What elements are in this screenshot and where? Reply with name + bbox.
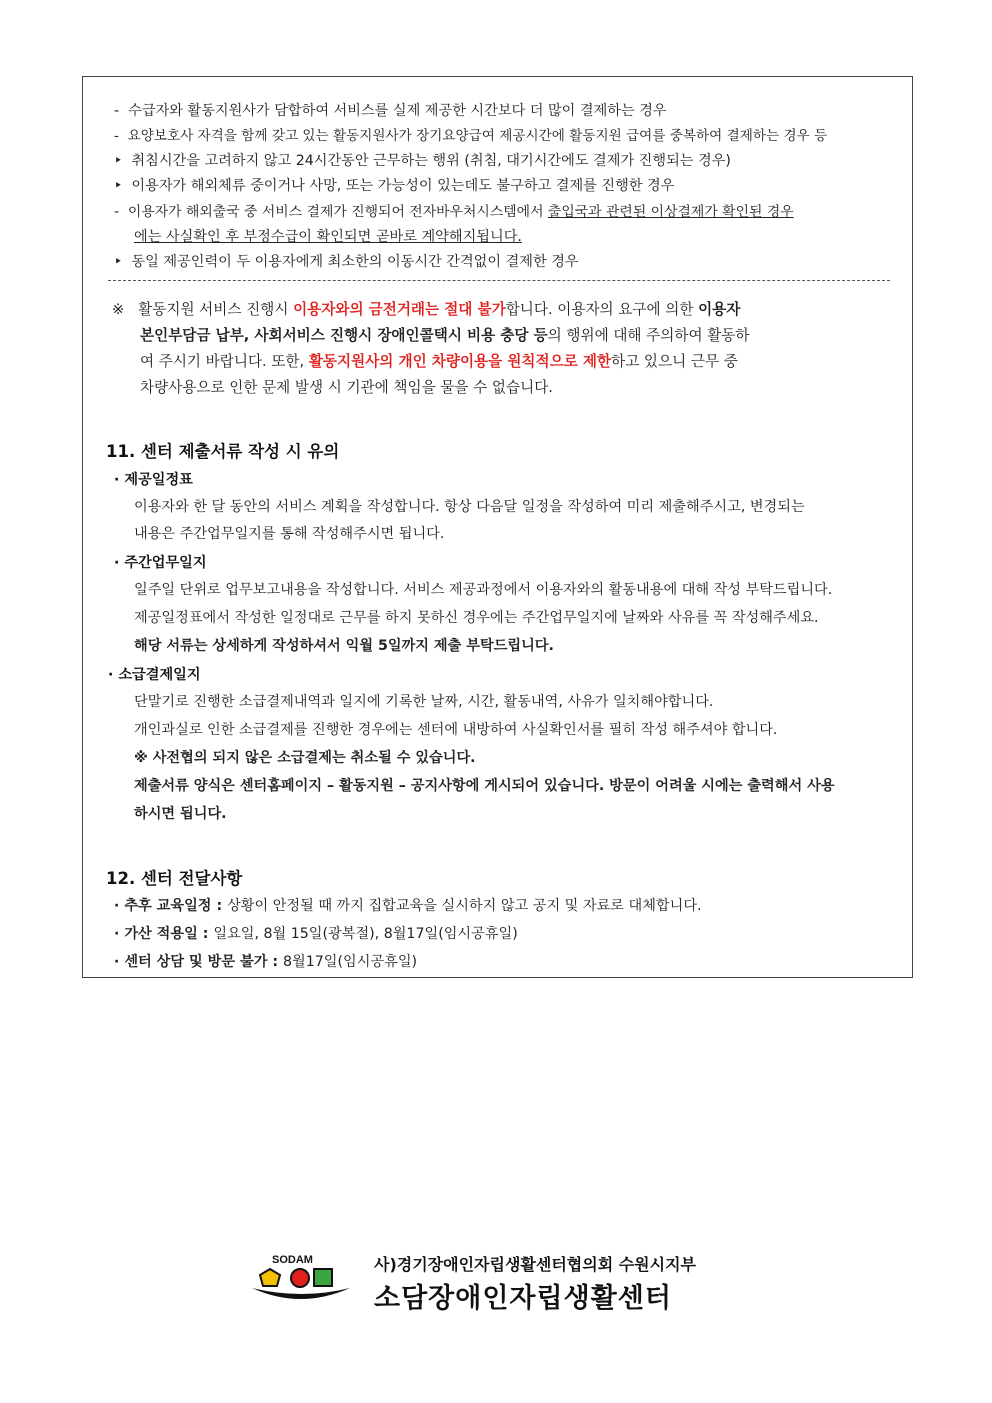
list-item: · 센터 상담 및 방문 불가 : 8월17일(임시공휴일)	[114, 954, 418, 970]
subsection-retro-payment: · 소급결제일지	[108, 667, 201, 683]
paragraph-line: 제공일정표에서 작성한 일정대로 근무를 하지 못하신 경우에는 주간업무일지에 날짜와 사유를 꼭 작성해주세요.	[134, 610, 819, 626]
section-11-title: 11. 센터 제출서류 작성 시 유의	[106, 442, 340, 461]
list-item: - 이용자가 해외출국 중 서비스 결제가 진행되어 전자바우처시스템에서 출입국과 관련된 이상결제가 확인된 경우	[114, 204, 794, 220]
organization-name: 사)경기장애인자립생활센터협의회 수원시지부	[374, 1255, 697, 1274]
list-item: · 추후 교육일정 : 상황이 안정될 때 까지 집합교육을 실시하지 않고 공지 및 자료로 대체합니다.	[114, 898, 702, 914]
paragraph-line: 이용자와 한 달 동안의 서비스 계획을 작성합니다. 항상 다음달 일정을 작성하여 미리 제출해주시고, 변경되는	[134, 499, 805, 515]
subsection-weekly-log: · 주간업무일지	[114, 555, 207, 571]
notice-line-3: 여 주시기 바랍니다. 또한, 활동지원사의 개인 차량이용을 원칙적으로 제한하고 있으니 근무 중	[140, 353, 738, 370]
list-item: - 요양보호사 자격을 함께 갖고 있는 활동지원사가 장기요양급여 제공시간에 활동지원 급여를 중복하여 결제하는 경우 등	[114, 128, 828, 144]
list-item: ‣ 이용자가 해외체류 중이거나 사망, 또는 가능성이 있는데도 불구하고 결제를 진행한 경우	[114, 178, 675, 194]
list-item: ‣ 동일 제공인력이 두 이용자에게 최소한의 이동시간 간격없이 결제한 경우	[114, 254, 579, 270]
section-12-title: 12. 센터 전달사항	[106, 869, 243, 888]
sodam-logo-icon	[250, 1252, 360, 1314]
paragraph-line: 개인과실로 인한 소급결제를 진행한 경우에는 센터에 내방하여 사실확인서를 필히 작성 해주셔야 합니다.	[134, 722, 778, 738]
paragraph-line-bold: 하시면 됩니다.	[134, 806, 227, 822]
dashed-divider	[108, 280, 890, 281]
footer	[250, 1252, 750, 1322]
list-item: - 수급자와 활동지원사가 담합하여 서비스를 실제 제공한 시간보다 더 많이 결제하는 경우	[114, 103, 667, 119]
paragraph-line: 내용은 주간업무일지를 통해 작성해주시면 됩니다.	[134, 526, 445, 542]
paragraph-line: 일주일 단위로 업무보고내용을 작성합니다. 서비스 제공과정에서 이용자와의 활동내용에 대해 작성 부탁드립니다.	[134, 582, 833, 598]
list-item-continuation: 에는 사실확인 후 부정수급이 확인되면 곧바로 계약해지됩니다.	[134, 229, 522, 245]
paragraph-line: 단말기로 진행한 소급결제내역과 일지에 기록한 날짜, 시간, 활동내역, 사유가 일치해야합니다.	[134, 694, 714, 710]
list-item: ‣ 취침시간을 고려하지 않고 24시간동안 근무하는 행위 (취침, 대기시간에도 결제가 진행되는 경우)	[114, 153, 731, 169]
notice-line-2: 본인부담금 납부, 사회서비스 진행시 장애인콜택시 비용 충당 등의 행위에 대해 주의하여 활동하	[140, 327, 750, 344]
paragraph-line-bold: 제출서류 양식은 센터홈페이지 – 활동지원 – 공지사항에 게시되어 있습니다. 방문이 어려울 시에는 출력해서 사용	[134, 778, 835, 794]
subsection-schedule: · 제공일정표	[114, 472, 193, 488]
logo-text: SODAM	[272, 1254, 313, 1266]
notice-line-1: ※ 활동지원 서비스 진행시 이용자와의 금전거래는 절대 불가합니다. 이용자의 요구에 의한 이용자	[112, 301, 741, 318]
notice-line-4: 차량사용으로 인한 문제 발생 시 기관에 책임을 물을 수 없습니다.	[140, 379, 553, 396]
center-name: 소담장애인자립생활센터	[374, 1283, 672, 1314]
paragraph-line-bold: ※ 사전협의 되지 않은 소급결제는 취소될 수 있습니다.	[134, 750, 476, 766]
paragraph-line-bold: 해당 서류는 상세하게 작성하셔서 익월 5일까지 제출 부탁드립니다.	[134, 638, 554, 654]
list-item: · 가산 적용일 : 일요일, 8월 15일(광복절), 8월17일(임시공휴일)	[114, 926, 518, 942]
